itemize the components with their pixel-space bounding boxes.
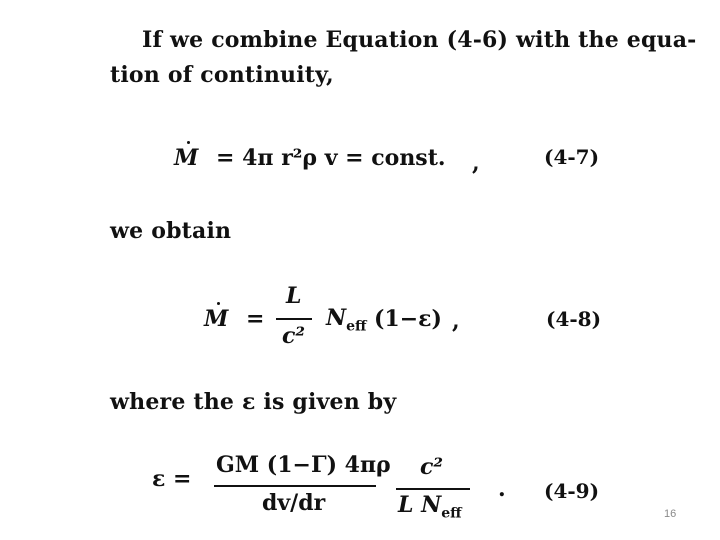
eq47-comma: , [472, 150, 480, 176]
eq49-period: . [498, 476, 506, 502]
eq47-rhs: = 4π r²ρ v = const. [216, 145, 446, 171]
eq48-n: N [326, 305, 347, 331]
eq49-numerator: GM (1−Γ) 4πρ [216, 452, 391, 478]
paragraph-line-1: If we combine Equation (4-6) with the equa- [142, 27, 697, 53]
eq49-numerator-2: c² [420, 454, 444, 480]
eq49-denominator-2 [398, 492, 462, 521]
eq49-fraction-bar [214, 485, 376, 487]
page-number: 16 [664, 508, 677, 520]
eq49-lhs: ε = [152, 466, 192, 492]
eq47-label: (4-7) [544, 145, 600, 169]
paragraph-line-2: tion of continuity, [110, 62, 334, 88]
eq48-lhs: M [204, 306, 229, 332]
eq49-eff-subscript: eff [441, 505, 462, 522]
eq48-numerator: L [286, 283, 302, 309]
eq48-n-eff [326, 305, 367, 334]
eq49-l-n: L N [398, 492, 442, 518]
eq48-fraction-bar [276, 318, 312, 320]
eq47-lhs: M [174, 145, 199, 171]
paragraph-where: where the ε is given by [110, 389, 397, 415]
paragraph-we-obtain: we obtain [110, 218, 232, 244]
eq49-fraction-bar-2 [396, 488, 470, 490]
eq48-tail: (1−ε) [374, 306, 442, 332]
eq49-label: (4-9) [544, 479, 600, 503]
eq48-label: (4-8) [546, 307, 602, 331]
eq48-equals: = [246, 306, 265, 332]
eq48-eff-subscript: eff [346, 318, 367, 335]
eq49-denominator: dv/dr [262, 490, 326, 516]
equation-4-7 [174, 145, 446, 171]
eq48-comma: , [452, 308, 460, 334]
eq48-denominator: c² [282, 323, 306, 349]
